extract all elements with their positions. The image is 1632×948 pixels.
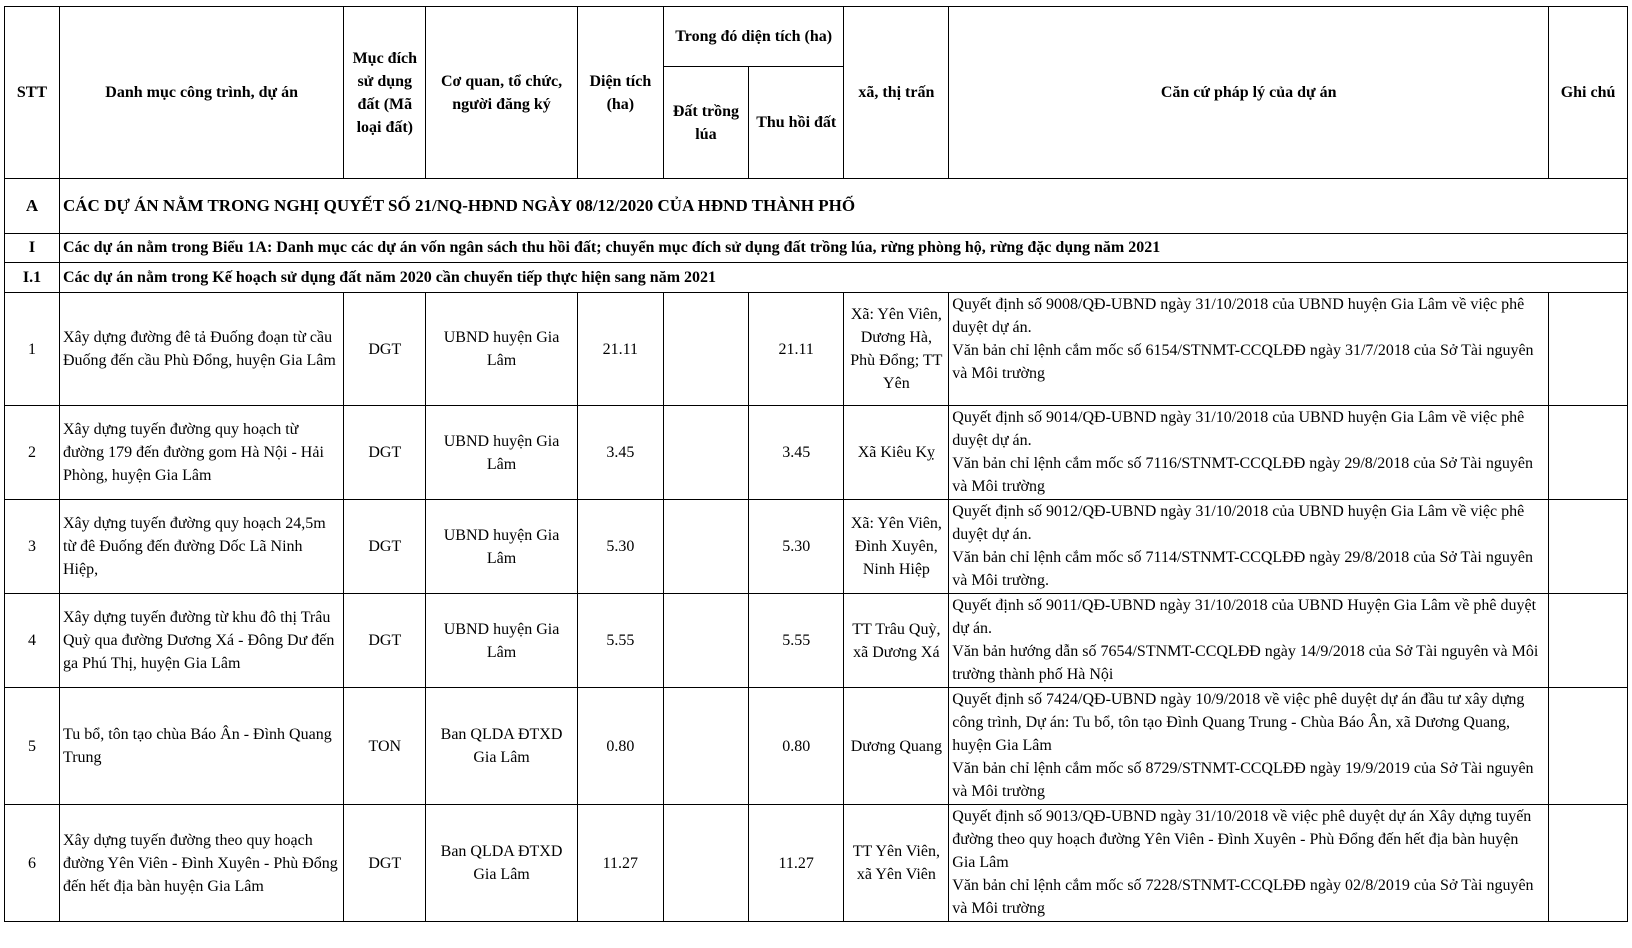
cell-agency: UBND huyện Gia Lâm: [426, 293, 578, 406]
cell-rice: [663, 594, 748, 688]
cell-recovery: 21.11: [748, 293, 843, 406]
cell-project: Xây dựng tuyến đường quy hoạch 24,5m từ đê Đuống đến đường Dốc Lã Ninh Hiệp,: [59, 500, 343, 594]
header-project: Danh mục công trình, dự án: [59, 7, 343, 179]
legal-line: Văn bản chỉ lệnh cắm mốc số 7116/STNMT-CCQLĐĐ ngày 29/8/2018 của Sở Tài nguyên và Môi trường: [952, 455, 1533, 495]
cell-legal: [949, 688, 1549, 805]
cell-area: 0.80: [577, 688, 663, 805]
cell-commune: TT Trâu Quỳ, xã Dương Xá: [844, 594, 949, 688]
cell-note: [1549, 293, 1628, 406]
project-table: [4, 6, 1628, 922]
cell-legal: [949, 594, 1549, 688]
legal-line: Văn bản chỉ lệnh cắm mốc số 8729/STNMT-CCQLĐĐ ngày 19/9/2019 của Sở Tài nguyên và Môi trường: [952, 760, 1534, 800]
table-row: [5, 293, 1628, 406]
cell-recovery: 0.80: [748, 688, 843, 805]
cell-rice: [663, 500, 748, 594]
legal-line: Quyết định số 9014/QĐ-UBND ngày 31/10/2018 của UBND huyện Gia Lâm về việc phê duyệt dự án.: [952, 409, 1525, 449]
header-recovery: Thu hồi đất: [748, 67, 843, 179]
cell-rice: [663, 688, 748, 805]
cell-recovery: 3.45: [748, 406, 843, 500]
cell-agency: UBND huyện Gia Lâm: [426, 594, 578, 688]
cell-recovery: 5.30: [748, 500, 843, 594]
cell-note: [1549, 688, 1628, 805]
table-row: [5, 500, 1628, 594]
cell-purpose: DGT: [344, 594, 426, 688]
cell-rice: [663, 406, 748, 500]
table-row: [5, 805, 1628, 922]
cell-purpose: DGT: [344, 406, 426, 500]
legal-line: Quyết định số 7424/QĐ-UBND ngày 10/9/2018 về việc phê duyệt dự án đầu tư xây dựng công trình, Dự án: Tu bổ, tôn tạo Đình Quang Trung - Chùa Báo Ân, xã Dương Quang, huyện Gia Lâm: [952, 691, 1525, 754]
table-row: [5, 406, 1628, 500]
cell-rice: [663, 805, 748, 922]
cell-project: Xây dựng tuyến đường từ khu đô thị Trâu Quỳ qua đường Dương Xá - Đông Dư đến ga Phú Thị, huyện Gia Lâm: [59, 594, 343, 688]
legal-line: Quyết định số 9013/QĐ-UBND ngày 31/10/2018 về việc phê duyệt dự án Xây dựng tuyến đường theo quy hoạch đường Yên Viên - Đình Xuyên - Phù Đổng đến hết địa bàn huyện Gia Lâm: [952, 808, 1532, 871]
cell-area: 3.45: [577, 406, 663, 500]
table-body: [5, 179, 1628, 922]
cell-project: Tu bổ, tôn tạo chùa Báo Ân - Đình Quang Trung: [59, 688, 343, 805]
section-a-row: [5, 179, 1628, 234]
cell-stt: 6: [5, 805, 60, 922]
cell-commune: Xã Kiêu Kỵ: [844, 406, 949, 500]
cell-project: Xây dựng đường đê tả Đuống đoạn từ cầu Đuống đến cầu Phù Đổng, huyện Gia Lâm: [59, 293, 343, 406]
cell-purpose: TON: [344, 688, 426, 805]
header-area: Diện tích (ha): [577, 7, 663, 179]
cell-legal: [949, 805, 1549, 922]
section-i-title: Các dự án nằm trong Biểu 1A: Danh mục các dự án vốn ngân sách thu hồi đất; chuyển mục đích sử dụng đất trồng lúa, rừng phòng hộ, rừng đặc dụng năm 2021: [59, 234, 1627, 263]
cell-commune: Xã: Yên Viên, Đình Xuyên, Ninh Hiệp: [844, 500, 949, 594]
header-commune: xã, thị trấn: [844, 7, 949, 179]
cell-stt: 1: [5, 293, 60, 406]
cell-note: [1549, 594, 1628, 688]
land-use-document: [4, 6, 1628, 922]
cell-purpose: DGT: [344, 293, 426, 406]
legal-line: Quyết định số 9011/QĐ-UBND ngày 31/10/2018 của UBND Huyện Gia Lâm về phê duyệt dự án.: [952, 597, 1537, 637]
section-i1-title: Các dự án nằm trong Kế hoạch sử dụng đất năm 2020 cần chuyển tiếp thực hiện sang năm 2021: [59, 263, 1627, 293]
table-row: [5, 594, 1628, 688]
cell-area: 11.27: [577, 805, 663, 922]
cell-note: [1549, 500, 1628, 594]
header-agency: Cơ quan, tổ chức, người đăng ký: [426, 7, 578, 179]
legal-line: Văn bản chỉ lệnh cắm mốc số 7114/STNMT-CCQLĐĐ ngày 29/8/2018 của Sở Tài nguyên và Môi trường.: [952, 549, 1533, 589]
cell-area: 5.55: [577, 594, 663, 688]
cell-legal: [949, 500, 1549, 594]
cell-stt: 5: [5, 688, 60, 805]
header-in-which: Trong đó diện tích (ha): [663, 7, 844, 67]
cell-purpose: DGT: [344, 805, 426, 922]
cell-agency: UBND huyện Gia Lâm: [426, 406, 578, 500]
cell-stt: 4: [5, 594, 60, 688]
cell-project: Xây dựng tuyến đường theo quy hoạch đường Yên Viên - Đình Xuyên - Phù Đổng đến hết địa bàn huyện Gia Lâm: [59, 805, 343, 922]
legal-line: Văn bản chỉ lệnh cắm mốc số 7228/STNMT-CCQLĐĐ ngày 02/8/2019 của Sở Tài nguyên và Môi trường: [952, 877, 1534, 917]
cell-note: [1549, 406, 1628, 500]
cell-agency: UBND huyện Gia Lâm: [426, 500, 578, 594]
section-a-title: CÁC DỰ ÁN NẰM TRONG NGHỊ QUYẾT SỐ 21/NQ-HĐND NGÀY 08/12/2020 CỦA HĐND THÀNH PHỐ: [59, 179, 1627, 234]
cell-agency: Ban QLDA ĐTXD Gia Lâm: [426, 805, 578, 922]
section-i1-row: [5, 263, 1628, 293]
section-i1-code: I.1: [5, 263, 60, 293]
cell-rice: [663, 293, 748, 406]
cell-commune: Xã: Yên Viên, Dương Hà, Phù Đổng; TT Yên: [844, 293, 949, 406]
header-purpose: Mục đích sử dụng đất (Mã loại đất): [344, 7, 426, 179]
cell-purpose: DGT: [344, 500, 426, 594]
legal-line: Quyết định số 9008/QĐ-UBND ngày 31/10/2018 của UBND huyện Gia Lâm về việc phê duyệt dự án.: [952, 296, 1525, 336]
legal-line: Quyết định số 9012/QĐ-UBND ngày 31/10/2018 của UBND huyện Gia Lâm về việc phê duyệt dự án.: [952, 503, 1525, 543]
cell-legal: [949, 406, 1549, 500]
header-legal: Căn cứ pháp lý của dự án: [949, 7, 1549, 179]
cell-legal: [949, 293, 1549, 406]
cell-agency: Ban QLDA ĐTXD Gia Lâm: [426, 688, 578, 805]
cell-stt: 3: [5, 500, 60, 594]
cell-project: Xây dựng tuyến đường quy hoạch từ đường 179 đến đường gom Hà Nội - Hải Phòng, huyện Gia Lâm: [59, 406, 343, 500]
section-a-code: A: [5, 179, 60, 234]
cell-area: 21.11: [577, 293, 663, 406]
cell-note: [1549, 805, 1628, 922]
cell-recovery: 11.27: [748, 805, 843, 922]
cell-commune: TT Yên Viên, xã Yên Viên: [844, 805, 949, 922]
legal-line: Văn bản hướng dẫn số 7654/STNMT-CCQLĐĐ ngày 14/9/2018 của Sở Tài nguyên và Môi trường thành phố Hà Nội: [952, 643, 1539, 683]
cell-stt: 2: [5, 406, 60, 500]
section-i-row: [5, 234, 1628, 263]
legal-line: Văn bản chỉ lệnh cắm mốc số 6154/STNMT-CCQLĐĐ ngày 31/7/2018 của Sở Tài nguyên và Môi trường: [952, 342, 1534, 382]
header-stt: STT: [5, 7, 60, 179]
table-row: [5, 688, 1628, 805]
header-note: Ghi chú: [1549, 7, 1628, 179]
header-rice: Đất trồng lúa: [663, 67, 748, 179]
table-header: [5, 7, 1628, 179]
section-i-code: I: [5, 234, 60, 263]
cell-recovery: 5.55: [748, 594, 843, 688]
cell-area: 5.30: [577, 500, 663, 594]
cell-commune: Dương Quang: [844, 688, 949, 805]
